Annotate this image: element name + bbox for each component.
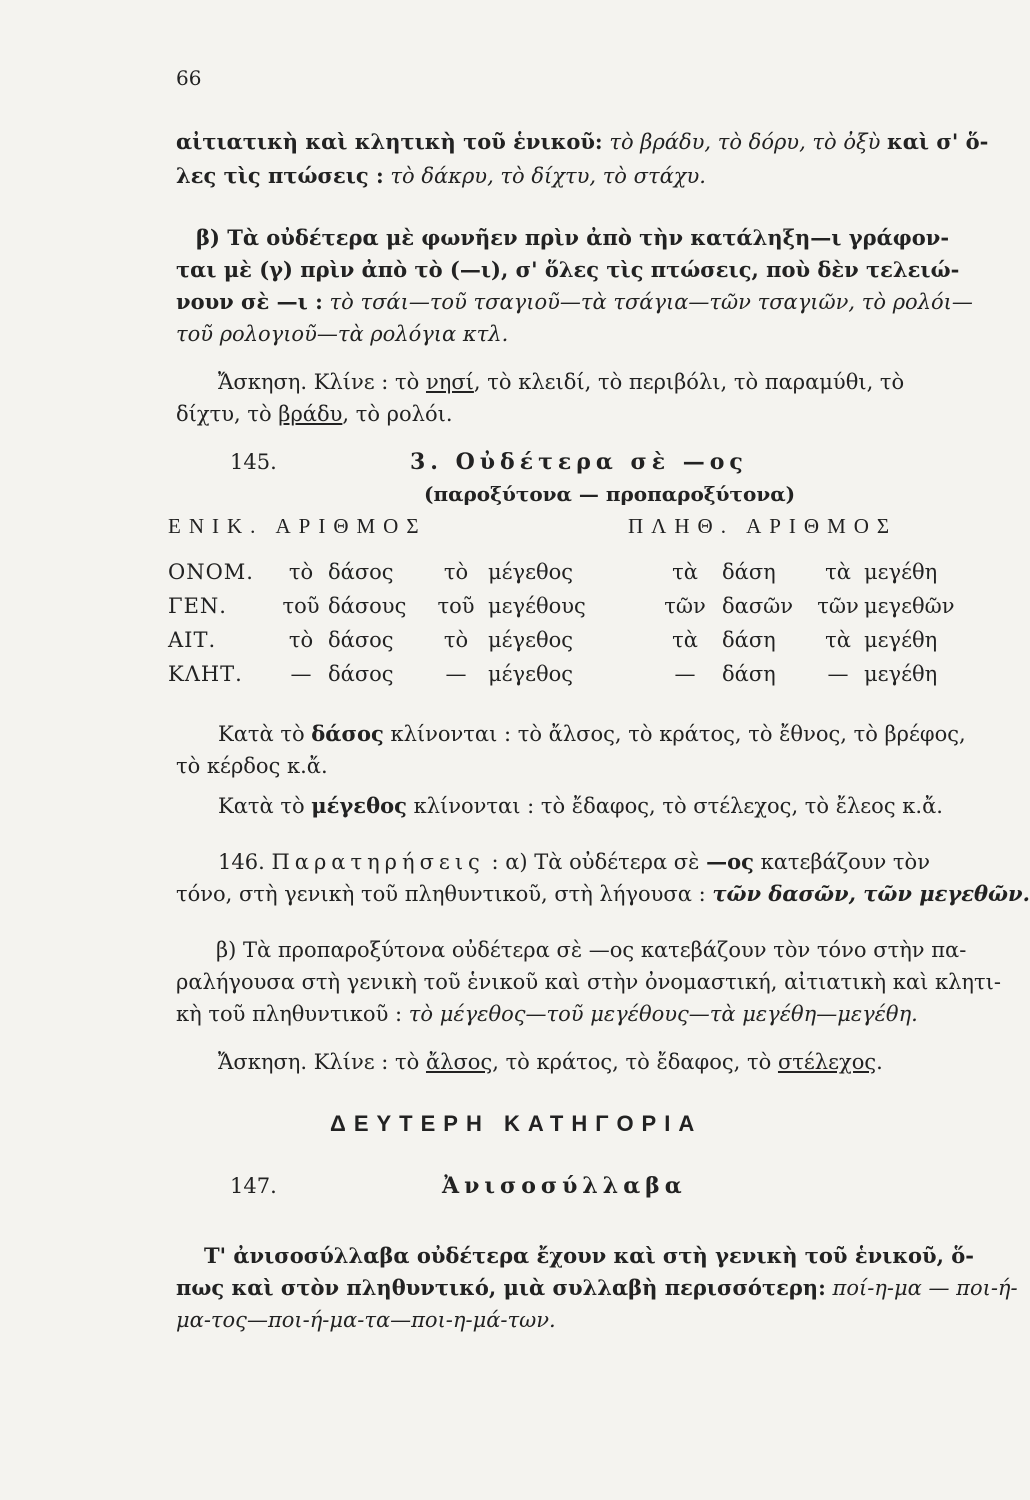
- para-b-bold: νουν σὲ —ι :: [176, 289, 323, 314]
- para-a-bold-2: καὶ σ' ὅ-: [887, 129, 989, 154]
- kata-2-c: κλίνονται : τὸ ἔδαφος, τὸ στέλεχος, τὸ ἔλεος κ.ἄ.: [413, 794, 943, 818]
- section-146-line-5: [176, 998, 918, 1030]
- declension-cell-n1: δάσος: [328, 662, 394, 686]
- kata-1-line-2: τὸ κέρδος κ.ἄ.: [176, 754, 328, 778]
- declension-cell-n4: μεγέθη: [864, 662, 938, 686]
- declension-cell-a4: —: [827, 662, 849, 686]
- declension-cell-a4: τὰ: [825, 628, 851, 652]
- declension-cell-a3: τῶν: [664, 594, 706, 618]
- final-line-2: [176, 1272, 1018, 1304]
- section-146-line-4: ραλήγουσα στὴ γενικὴ τοῦ ἑνικοῦ καὶ στὴν ὀνομαστική, αἰτιατικὴ καὶ κλητι-: [176, 970, 1001, 994]
- exercise-2-text-a: Ἄσκηση. Κλίνε : τὸ: [218, 1050, 420, 1074]
- declension-row: [168, 628, 955, 662]
- declension-cell-case: ΟΝΟΜ.: [168, 560, 254, 584]
- declension-cell-case: ΚΛΗΤ.: [168, 662, 243, 686]
- declension-cell-case: ΑΙΤ.: [168, 628, 217, 652]
- declension-cell-a2: τὸ: [443, 628, 469, 652]
- declension-cell-a2: τοῦ: [437, 594, 475, 618]
- declension-cell-n3: δάση: [722, 560, 776, 584]
- declension-cell-n4: μεγεθῶν: [864, 594, 955, 618]
- declension-cell-n3: δάση: [722, 628, 776, 652]
- plural-header: ΠΛΗΘ. ΑΡΙΘΜΟΣ: [628, 514, 898, 538]
- kata-2-line: [218, 790, 943, 822]
- singular-header: ΕΝΙΚ. ΑΡΙΘΜΟΣ: [168, 514, 427, 538]
- declension-cell-case: ΓΕΝ.: [168, 594, 227, 618]
- section-146-text-3: τόνο, στὴ γενικὴ τοῦ πληθυντικοῦ, στὴ λήγουσα :: [176, 882, 706, 906]
- exercise-1-line-1: [218, 366, 904, 398]
- declension-cell-n1: δάσος: [328, 560, 394, 584]
- declension-cell-n2: μεγέθους: [488, 594, 586, 618]
- section-145-number: 145.: [230, 450, 277, 474]
- para-b-line-2: ται μὲ (γ) πρὶν ἀπὸ τὸ (—ι), σ' ὅλες τὶς πτώσεις, ποὺ δὲν τελειώ-: [176, 257, 960, 282]
- section-146-text-1: : α) Τὰ οὐδέτερα σὲ: [491, 850, 700, 874]
- section-146-label: Παρατηρήσεις: [271, 850, 485, 874]
- declension-cell-n2: μέγεθος: [488, 628, 574, 652]
- para-a-bold-1: αἰτιατικὴ καὶ κλητικὴ τοῦ ἑνικοῦ:: [176, 129, 603, 154]
- para-a-line-2: [176, 160, 706, 192]
- page-number: 66: [176, 66, 202, 90]
- kata-2-a: Κατὰ τὸ: [218, 794, 305, 818]
- section-146-line-3: β) Τὰ προπαροξύτονα οὐδέτερα σὲ —ος κατεβάζουν τὸν τόνο στὴν πα-: [216, 938, 967, 962]
- declension-row: [168, 560, 955, 594]
- para-a-italic-2: τὸ δάκρυ, τὸ δίχτυ, τὸ στάχυ.: [390, 164, 706, 188]
- exercise-2-underlined-2: στέλεχος: [777, 1050, 877, 1074]
- declension-cell-n3: δασῶν: [722, 594, 794, 618]
- para-a-bold-3: λες τὶς πτώσεις :: [176, 163, 384, 188]
- exercise-1-text-c: δίχτυ, τὸ: [176, 402, 272, 426]
- declension-cell-a2: —: [445, 662, 467, 686]
- declension-cell-a1: —: [290, 662, 312, 686]
- para-b-italic: τὸ τσάι—τοῦ τσαγιοῦ—τὰ τσάγια—τῶν τσαγιῶν, τὸ ρολόι—: [329, 290, 973, 314]
- final-bold-2: πως καὶ στὸν πληθυντικό, μιὰ συλλαβὴ περισσότερη:: [176, 1275, 826, 1300]
- section-146-text-2: κατεβάζουν τὸν: [760, 850, 930, 874]
- section-147-title: Ἀνισοσύλλαβα: [442, 1173, 687, 1199]
- kata-1-b: δάσος: [311, 721, 384, 746]
- final-line-1: Τ' ἀνισοσύλλαβα οὐδέτερα ἔχουν καὶ στὴ γενικὴ τοῦ ἑνικοῦ, ὅ-: [204, 1243, 974, 1268]
- section-146-bold-ending: —ος: [706, 849, 754, 874]
- declension-cell-a3: τὰ: [672, 560, 698, 584]
- kata-1-a: Κατὰ τὸ: [218, 722, 305, 746]
- para-b-line-3: [176, 286, 973, 318]
- para-b-line-4: τοῦ ρολογιοῦ—τὰ ρολόγια κτλ.: [176, 322, 509, 346]
- declension-cell-a3: —: [674, 662, 696, 686]
- section-146-line-1: [218, 846, 930, 878]
- declension-cell-a1: τὸ: [288, 628, 314, 652]
- exercise-1-line-2: [176, 398, 453, 430]
- declension-cell-a4: τὰ: [825, 560, 851, 584]
- declension-row: [168, 662, 955, 696]
- exercise-1-underlined-word: νησί: [425, 370, 474, 394]
- declension-cell-n2: μέγεθος: [488, 662, 574, 686]
- exercise-2-text-b: , τὸ κράτος, τὸ ἔδαφος, τὸ: [492, 1050, 772, 1074]
- section-146-text-4: κὴ τοῦ πληθυντικοῦ :: [176, 1002, 403, 1026]
- exercise-1-text-a: Ἄσκηση. Κλίνε : τὸ: [218, 370, 420, 394]
- declension-cell-a1: τοῦ: [282, 594, 320, 618]
- declension-cell-n4: μεγέθη: [864, 560, 938, 584]
- declension-cell-n1: δάσους: [328, 594, 407, 618]
- section-146-line-2: [176, 878, 1030, 910]
- exercise-1-text-d: , τὸ ρολόι.: [342, 402, 453, 426]
- section-146-number: 146.: [218, 850, 265, 874]
- kata-1-line-1: [218, 718, 966, 750]
- declension-cell-a4: τῶν: [817, 594, 859, 618]
- category-heading: ΔΕΥΤΕΡΗ ΚΑΤΗΓΟΡΙΑ: [330, 1111, 703, 1136]
- declension-cell-a3: τὰ: [672, 628, 698, 652]
- exercise-2-text-c: .: [876, 1050, 883, 1074]
- para-a-line-1: [176, 126, 988, 158]
- declension-cell-n1: δάσος: [328, 628, 394, 652]
- declension-row: [168, 594, 955, 628]
- declension-cell-n3: δάση: [722, 662, 776, 686]
- final-line-3: μα-τος—ποι-ή-μα-τα—ποι-η-μά-των.: [176, 1308, 556, 1332]
- section-145-title: 3. Οὐδέτερα σὲ —ος: [410, 449, 748, 475]
- exercise-2-underlined-1: ἄλσος: [425, 1050, 493, 1074]
- para-b-line-1: β) Τὰ οὐδέτερα μὲ φωνῆεν πρὶν ἀπὸ τὴν κατάληξη—ι γράφον-: [196, 225, 950, 250]
- section-145-subtitle: (παροξύτονα — προπαροξύτονα): [424, 482, 796, 506]
- exercise-2-line: [218, 1046, 883, 1078]
- final-italic-2: ποί-η-μα — ποι-ή-: [832, 1276, 1018, 1300]
- para-a-italic-1: τὸ βράδυ, τὸ δόρυ, τὸ ὀξὺ: [609, 130, 881, 154]
- declension-cell-a1: τὸ: [288, 560, 314, 584]
- declension-cell-a2: τὸ: [443, 560, 469, 584]
- section-147-number: 147.: [230, 1174, 277, 1198]
- declension-cell-n4: μεγέθη: [864, 628, 938, 652]
- declension-table: [168, 560, 955, 696]
- kata-2-b: μέγεθος: [311, 793, 407, 818]
- section-146-italic-1: τῶν δασῶν, τῶν μεγεθῶν.: [712, 881, 1030, 906]
- section-146-italic-2: τὸ μέγεθος—τοῦ μεγέθους—τὰ μεγέθη—μεγέθη.: [408, 1002, 918, 1026]
- declension-cell-n2: μέγεθος: [488, 560, 574, 584]
- exercise-1-text-b: , τὸ κλειδί, τὸ περιβόλι, τὸ παραμύθι, τὸ: [473, 370, 905, 394]
- exercise-1-underlined-word-2: βράδυ: [278, 402, 343, 426]
- kata-1-c: κλίνονται : τὸ ἄλσος, τὸ κράτος, τὸ ἔθνος, τὸ βρέφος,: [390, 722, 966, 746]
